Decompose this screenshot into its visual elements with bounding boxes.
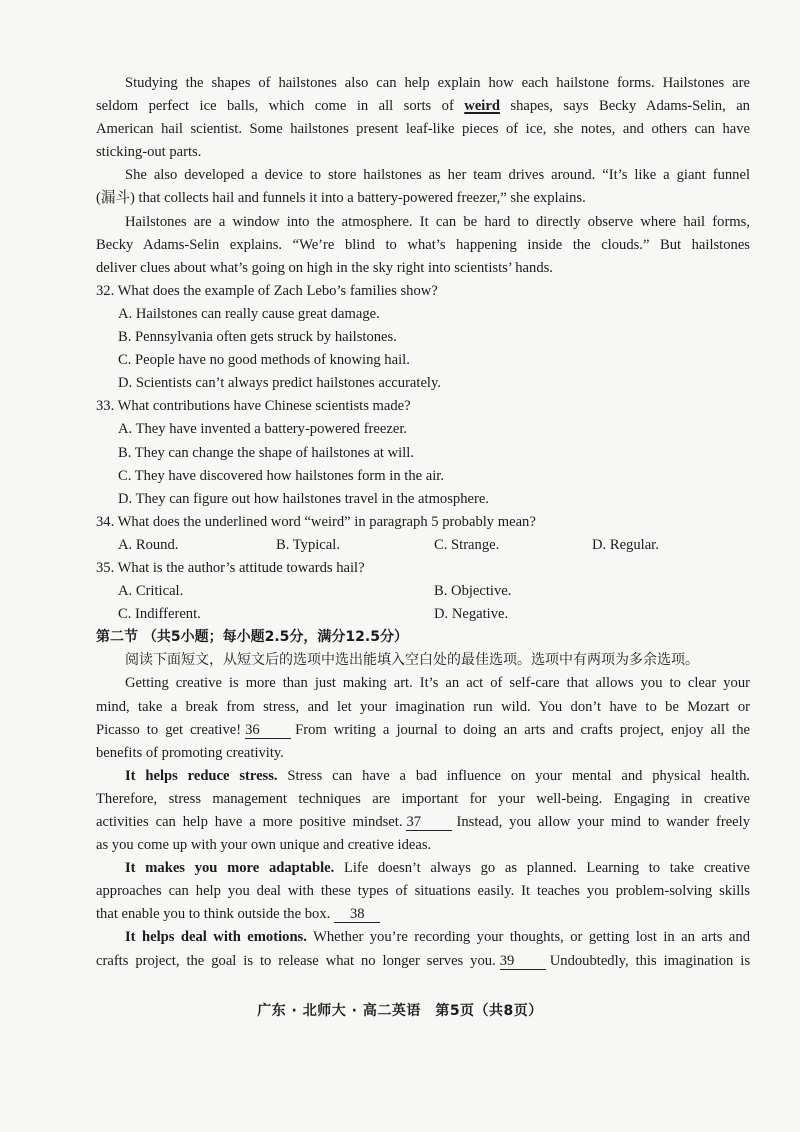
option-b: B. They can change the shape of hailstones at will. xyxy=(118,444,414,461)
blank-36[interactable]: 36 xyxy=(245,723,291,739)
paragraph-topic: It helps deal with emotions. xyxy=(125,929,307,946)
option-a: A. Hailstones can really cause great damage. xyxy=(118,305,380,322)
blank-37[interactable]: 37 xyxy=(406,815,452,831)
question-stem: 35. What is the author’s attitude towards hail? xyxy=(96,559,365,576)
option-d: D. They can figure out how hailstones travel in the atmosphere. xyxy=(118,490,489,507)
question-stem: 32. What does the example of Zach Lebo’s families show? xyxy=(96,282,438,299)
passage-line: sticking-out parts. xyxy=(96,144,202,161)
passage-line: benefits of promoting creativity. xyxy=(96,744,284,761)
passage-line: seldom perfect ice balls, which come in all sorts of weird shapes, says Becky Adams-Selin, an xyxy=(96,98,750,115)
section-instruction: 阅读下面短文，从短文后的选项中选出能填入空白处的最佳选项。选项中有两项为多余选项。 xyxy=(125,652,699,669)
passage-line: Becky Adams-Selin explains. “We’re blind to what’s happening inside the clouds.” But hailstones xyxy=(96,236,750,253)
passage-line: She also developed a device to store hailstones as her team drives around. “It’s like a giant funnel xyxy=(125,167,750,184)
question-35 xyxy=(96,557,750,626)
option-d: D. Scientists can’t always predict hailstones accurately. xyxy=(118,375,441,392)
passage-line: It makes you more adaptable. Life doesn’t always go as planned. Learning to take creative xyxy=(125,860,750,877)
question-stem: 33. What contributions have Chinese scientists made? xyxy=(96,398,411,415)
passage-line: deliver clues about what’s going on high in the sky right into scientists’ hands. xyxy=(96,259,553,276)
passage-continuation xyxy=(96,72,750,280)
question-34 xyxy=(96,511,750,557)
passage-line: crafts project, the goal is to release what no longer serves you. 39 Undoubtedly, this imagination is xyxy=(96,952,750,969)
options-row xyxy=(96,534,750,557)
option-a: A. Critical. xyxy=(118,583,184,600)
passage-line: Picasso to get creative! 36 From writing a journal to doing an arts and crafts project, enjoy all the xyxy=(96,721,750,738)
option-d: D. Negative. xyxy=(434,606,509,623)
underlined-word-weird: weird xyxy=(464,98,500,115)
options-row xyxy=(96,580,750,603)
options-row xyxy=(96,603,750,626)
option-b: B. Pennsylvania often gets struck by hailstones. xyxy=(118,329,397,346)
question-33 xyxy=(96,395,750,510)
passage-line: Therefore, stress management techniques are important for your well-being. Engaging in creative xyxy=(96,790,750,807)
passage-line: Hailstones are a window into the atmosphere. It can be hard to directly observe where hail forms, xyxy=(125,213,750,230)
option-c: C. Strange. xyxy=(434,536,500,553)
passage-line: that enable you to think outside the box. 38 xyxy=(96,903,750,926)
passage-line: It helps deal with emotions. Whether you’re recording your thoughts, or getting lost in an arts and xyxy=(125,929,750,946)
option-a: A. They have invented a battery-powered freezer. xyxy=(118,421,408,438)
passage-line: (漏斗) that collects hail and funnels it into a battery-powered freezer,” she explains. xyxy=(96,190,586,207)
blank-38[interactable]: 38 xyxy=(334,907,380,923)
passage-line: mind, take a break from stress, and let your imagination run wild. You don’t have to be Mozart or xyxy=(96,698,750,715)
option-c: C. Indifferent. xyxy=(118,606,201,623)
question-32 xyxy=(96,280,750,395)
option-c: C. They have discovered how hailstones form in the air. xyxy=(118,467,444,484)
passage-line: Getting creative is more than just making art. It’s an act of self-care that allows you to clear your xyxy=(125,675,750,692)
option-b: B. Objective. xyxy=(434,583,512,600)
section-heading: 第二节 （共5小题；每小题2.5分，满分12.5分） xyxy=(96,629,408,646)
option-d: D. Regular. xyxy=(592,536,659,553)
blank-39[interactable]: 39 xyxy=(500,954,546,970)
passage-line: It helps reduce stress. Stress can have a bad influence on your mental and physical health. xyxy=(125,767,751,784)
option-a: A. Round. xyxy=(118,536,179,553)
passage-line: Studying the shapes of hailstones also can help explain how each hailstone forms. Hailstones are xyxy=(125,75,750,91)
passage-line: activities can help have a more positive mindset. 37 Instead, you allow your mind to wander freely xyxy=(96,814,750,830)
paragraph-topic: It helps reduce stress. xyxy=(125,767,278,784)
question-stem: 34. What does the underlined word “weird” in paragraph 5 probably mean? xyxy=(96,513,536,530)
passage-line: as you come up with your own unique and creative ideas. xyxy=(96,837,432,854)
cloze-passage xyxy=(96,672,750,972)
page-footer: 广东 · 北师大 · 高二英语 第5页（共8页） xyxy=(257,1003,543,1019)
option-b: B. Typical. xyxy=(276,536,340,553)
option-c: C. People have no good methods of knowing hail. xyxy=(118,352,410,369)
passage-line: American hail scientist. Some hailstones present leaf-like pieces of ice, she notes, and others can have xyxy=(96,121,750,138)
passage-line: approaches can help you deal with these types of situations easily. It teaches you problem-solving skills xyxy=(96,883,750,900)
paragraph-topic: It makes you more adaptable. xyxy=(125,860,335,877)
exam-page xyxy=(96,72,750,973)
